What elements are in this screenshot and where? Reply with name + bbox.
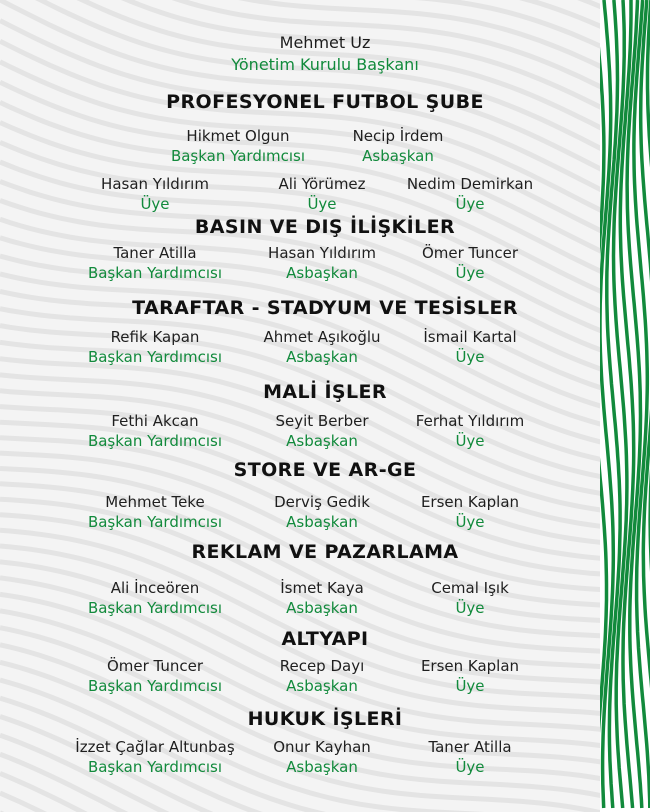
member-role: Üye (455, 599, 485, 617)
member-name: Ersen Kaplan (420, 493, 520, 511)
section-heading: HUKUK İŞLERİ (247, 708, 403, 730)
member-card (370, 737, 570, 777)
section-heading: ALTYAPI (281, 628, 369, 650)
member-name: Ali İnceören (110, 579, 200, 597)
member-name: Hikmet Olgun (186, 127, 290, 145)
president-title: Yönetim Kurulu Başkanı (231, 55, 419, 74)
member-role: Asbaşkan (286, 348, 358, 366)
member-role: Başkan Yardımcısı (87, 348, 223, 366)
member-card (370, 174, 570, 214)
member-role: Asbaşkan (286, 432, 358, 450)
member-name: Cemal Işık (431, 579, 509, 597)
member-card (370, 492, 570, 532)
member-role: Asbaşkan (286, 599, 358, 617)
member-name: Ersen Kaplan (420, 657, 520, 675)
member-name: İzzet Çağlar Altunbaş (75, 738, 235, 756)
member-role: Asbaşkan (286, 264, 358, 282)
member-role: Üye (455, 348, 485, 366)
member-name: Ferhat Yıldırım (415, 412, 525, 430)
member-name: Refik Kapan (110, 328, 200, 346)
member-name: Onur Kayhan (273, 738, 371, 756)
member-name: Hasan Yıldırım (101, 175, 209, 193)
member-role: Asbaşkan (362, 147, 434, 165)
member-role: Asbaşkan (286, 677, 358, 695)
member-card (370, 327, 570, 367)
member-role: Üye (455, 513, 485, 531)
member-role: Üye (455, 758, 485, 776)
member-role: Üye (307, 195, 337, 213)
member-card (370, 243, 570, 283)
member-card (370, 411, 570, 451)
member-name: Necip İrdem (352, 127, 444, 145)
member-name: İsmet Kaya (280, 579, 364, 597)
section-heading: MALİ İŞLER (263, 381, 387, 403)
member-role: Üye (140, 195, 170, 213)
member-name: Hasan Yıldırım (268, 244, 376, 262)
member-name: Taner Atilla (113, 244, 197, 262)
member-name: Ahmet Aşıkoğlu (263, 328, 381, 346)
member-name: Nedim Demirkan (406, 175, 534, 193)
member-name: Seyit Berber (275, 412, 369, 430)
member-name: İsmail Kartal (423, 328, 517, 346)
member-role: Başkan Yardımcısı (170, 147, 306, 165)
member-role: Başkan Yardımcısı (87, 513, 223, 531)
member-role: Üye (455, 264, 485, 282)
member-name: Derviş Gedik (274, 493, 370, 511)
member-role: Başkan Yardımcısı (87, 264, 223, 282)
section-heading: PROFESYONEL FUTBOL ŞUBE (166, 91, 484, 113)
member-role: Asbaşkan (286, 758, 358, 776)
member-role: Başkan Yardımcısı (87, 677, 223, 695)
member-name: Taner Atilla (428, 738, 512, 756)
member-card (370, 578, 570, 618)
member-role: Üye (455, 432, 485, 450)
section-heading: REKLAM VE PAZARLAMA (191, 541, 459, 563)
section-heading: TARAFTAR - STADYUM VE TESİSLER (132, 297, 518, 319)
member-card (298, 126, 498, 166)
member-name: Ömer Tuncer (421, 244, 519, 262)
member-role: Üye (455, 677, 485, 695)
member-name: Ali Yörümez (278, 175, 366, 193)
president-name: Mehmet Uz (279, 33, 371, 52)
member-role: Asbaşkan (286, 513, 358, 531)
member-role: Üye (455, 195, 485, 213)
section-heading: STORE VE AR-GE (233, 459, 417, 481)
member-name: Fethi Akcan (111, 412, 199, 430)
member-card (370, 656, 570, 696)
member-name: Recep Dayı (279, 657, 365, 675)
member-role: Başkan Yardımcısı (87, 432, 223, 450)
member-name: Mehmet Teke (105, 493, 205, 511)
member-role: Başkan Yardımcısı (87, 599, 223, 617)
member-name: Ömer Tuncer (106, 657, 204, 675)
section-heading: BASIN VE DIŞ İLİŞKİLER (194, 216, 456, 238)
member-role: Başkan Yardımcısı (87, 758, 223, 776)
